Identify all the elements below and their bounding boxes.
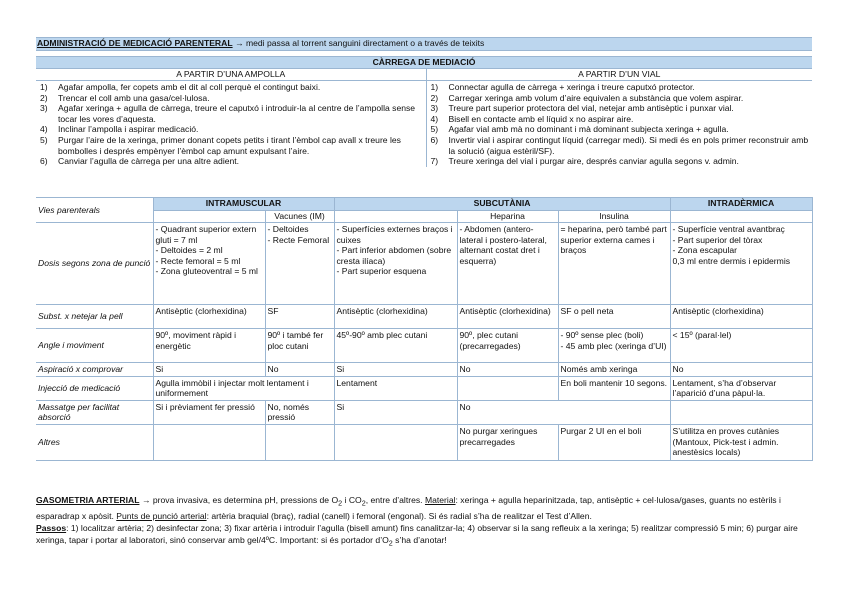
ampolla-steps: [38, 82, 424, 167]
row-injeccio: Injecció de medicació Agulla immòbil i injectar molt lentament i uniformement Lentament En boli mantenir 10 segons. Lentament, s’ha d’observar l’aparició d’una pàpul·la.: [36, 376, 812, 400]
step-item: [429, 82, 811, 93]
step-number: 2): [430, 92, 439, 103]
step-text: Agafar vial amb mà no dominant i mà dominant subjecta xeringa + agulla.: [448, 124, 729, 135]
intradermica-header: INTRADÈRMICA: [670, 198, 812, 211]
step-item: [429, 114, 811, 125]
row-altres: Altres No purgar xeringues precarregades Purgar 2 UI en el boli S’utilitza en proves cutànies (Mantoux, Pick-test i admin. anestèsics locals): [36, 424, 812, 460]
vial-title: A PARTIR D’UN VIAL: [426, 69, 812, 81]
step-item: [429, 93, 811, 104]
step-text: Invertir vial i aspirar contingut líquid (carregar medi). Si medi és en pols primer reconstruir amb la solució (aigua estèril/SF).: [448, 134, 809, 156]
step-item: [38, 156, 424, 167]
step-number: 3): [40, 103, 48, 114]
step-text: Carregar xeringa amb volum d’aire equivalen a substància que volem aspirar.: [448, 92, 744, 103]
step-text: Canviar l’agulla de càrrega per una altre adient.: [58, 156, 240, 167]
intramuscular-header: INTRAMUSCULAR: [153, 198, 334, 211]
step-number: 4): [430, 113, 439, 124]
step-number: 4): [40, 124, 48, 135]
step-number: 3): [430, 103, 439, 114]
step-number: 1): [40, 82, 48, 92]
step-text: Inclinar l’ampolla i aspirar medicació.: [58, 124, 199, 135]
row-angle: Angle i moviment 90º, moviment ràpid i energètic 90º i també fer ploc cutani 45º-90º amb plec cutani 90º, plec cutani (precarregades) - 90º sense plec (boli) - 45 amb plec (xeringa d’UI) < 15º (paral·lel): [36, 329, 812, 363]
subcutania-header: SUBCUTÀNIA: [334, 198, 670, 211]
step-item: [38, 135, 424, 156]
vacunes-header: Vacunes (IM): [265, 211, 334, 223]
step-text: Treure xeringa del vial i purgar aire, després canviar agulla segons v. admin.: [448, 156, 739, 167]
step-item: [429, 124, 811, 135]
vies-parenterals-table: [36, 197, 813, 461]
step-text: Treure part superior protectora del vial, netejar amb antisèptic i punxar vial.: [448, 103, 734, 114]
row-massatge: Massatge per facilitat absorció Si i prèviament fer pressió No, només pressió Si No: [36, 400, 812, 424]
carrega-section: [36, 56, 812, 167]
step-text: Agafar ampolla, fer copets amb el dit al coll perquè el contingut baixi.: [58, 82, 321, 92]
step-text: Trencar el coll amb una gasa/cel·lulosa.: [58, 92, 210, 103]
ampolla-title: A PARTIR D’UNA AMPOLLA: [36, 69, 426, 81]
step-item: [38, 82, 424, 93]
vies-label: Vies parenterals: [36, 198, 153, 223]
row-aspiracio: Aspiració x comprovar Si No Si No Només amb xeringa No: [36, 363, 812, 377]
gasometria-section: GASOMETRIA ARTERIAL → prova invasiva, es determina pH, pressions de $O_2$ i $CO_2$, entre d’altres. Material: xeringa + agulla heparinitzada, tap, antisèptic + cel·lulosa/gases, guants no estèrils i esparadrap x apòsit. Punts de punció arterial: artèria braquial (braç), radial (canell) i femoral (engonal). Si és radial s’ha de realitzar el Test d’Allen. Passos: 1) localitzar artèria; 2) desinfectar zona; 3) fixar artèria i introduir l’agulla (bisell amunt) fins canalitzar-la; 4) observar si la sang refleuix a la xeringa; 5) realitzar compressió 5 min; 6) purgar aire xeringa, tapar i portar al laboratori, sinó conservar amb gel/4ºC. Important: si és portador $d’O_2$ s’ha d’anotar!: [36, 495, 798, 549]
step-item: [38, 124, 424, 135]
heparina-header: Heparina: [457, 211, 558, 223]
step-item: [429, 156, 811, 167]
step-item: [38, 93, 424, 104]
step-number: 6): [430, 134, 439, 145]
step-number: 7): [430, 156, 439, 167]
step-number: 6): [40, 156, 48, 167]
vial-steps: [429, 82, 811, 167]
row-netejar: Subst. x netejar la pell Antisèptic (clorhexidina) SF Antisèptic (clorhexidina) Antisèptic (clorhexidina) SF o pell neta Antisèptic (clorhexidina): [36, 305, 812, 329]
carrega-title: CÀRREGA DE MEDIACIÓ: [36, 57, 812, 69]
step-item: [429, 135, 811, 156]
step-number: 5): [430, 124, 439, 135]
step-number: 1): [430, 82, 439, 92]
row-dosis: Dosis segons zona de punció - Quadrant superior extern gluti = 7 ml - Deltoides = 2 ml - Recte femoral = 5 ml - Zona gluteoventral = 5 ml - Deltoides - Recte Femoral - Superfícies externes braços i cuixes - Part inferior abdomen (sobre cresta ilíaca) - Part superior esquena - Abdomen (antero-lateral i postero-lateral, alternant costat dret i esquerra) = heparina, però també part superior externa cames i braços - Superfície ventral avantbraç - Part superior del tòrax - Zona escapular 0,3 ml entre dermis i epidermis: [36, 223, 812, 305]
gasometria-heading: GASOMETRIA ARTERIAL: [36, 495, 140, 505]
step-text: Connectar agulla de càrrega + xeringa i treure caputxó protector.: [448, 82, 695, 92]
step-number: 2): [40, 92, 48, 103]
insulina-header: Insulina: [558, 211, 670, 223]
step-text: Agafar xeringa + agulla de càrrega, treure el caputxó i introduir-la al centre de l’ampolla sense tocar les vores d’aquesta.: [58, 103, 416, 124]
step-text: Purgar l’aire de la xeringa, primer donant copets petits i tirant l’èmbol cap avall x treure les bombolles i després empènyer l’èmbol cap amunt expulsant l’aire.: [58, 134, 401, 156]
step-item: [429, 103, 811, 114]
page-title: ADMINISTRACIÓ DE MEDICACIÓ PARENTERAL → medi passa al torrent sanguini directament o a través de teixits: [36, 37, 812, 51]
step-number: 5): [40, 134, 48, 145]
step-item: [38, 103, 424, 124]
step-text: Bisell en contacte amb el líquid x no aspirar aire.: [448, 113, 634, 124]
